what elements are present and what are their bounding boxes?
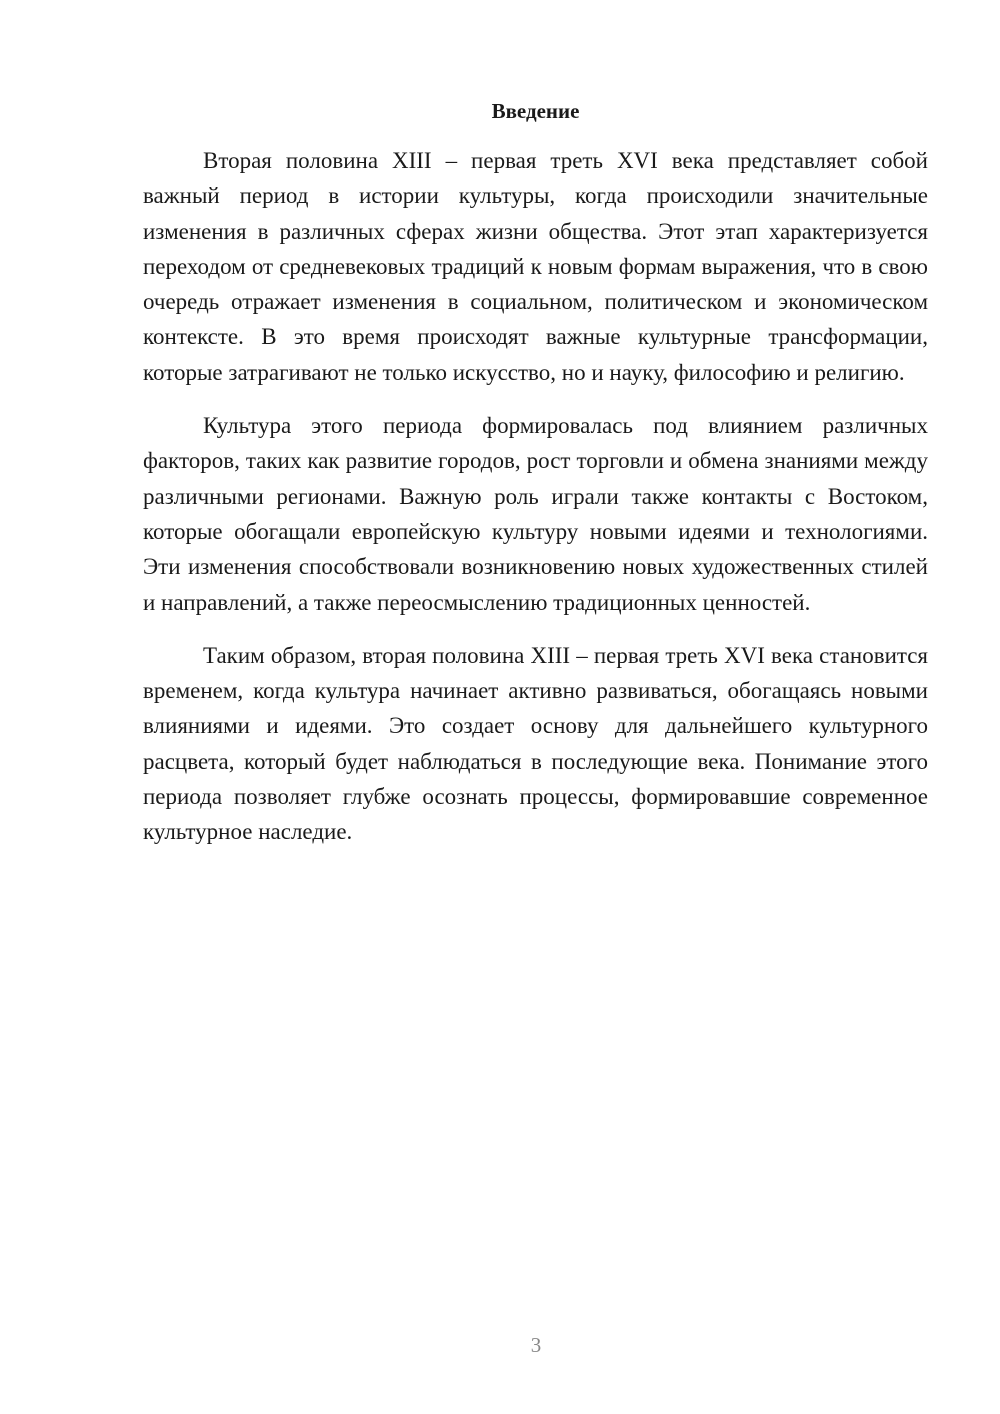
paragraph-2: Культура этого периода формировалась под влиянием различных факторов, таких как развитие городов, рост торговли и обмена знаниями между различными регионами. Важную роль играли также контакты с Востоком, которые обогащали европейскую культуру новыми идеями и технологиями. Эти изменения способствовали возникновению новых художественных стилей и направлений, а также переосмыслению традиционных ценностей. <box>143 413 928 615</box>
page-title: Введение <box>491 99 580 123</box>
page-number: 3 <box>530 1333 542 1357</box>
document-body <box>143 143 928 868</box>
paragraph-1: Вторая половина XIII – первая треть XVI века представляет собой важный период в истории культуры, когда происходили значительные изменения в различных сферах жизни общества. Этот этап характеризуется переходом от средневековых традиций к новым формам выражения, что в свою очередь отражает изменения в социальном, политическом и экономическом контексте. В это время происходят важные культурные трансформации, которые затрагивают не только искусство, но и науку, философию и религию. <box>143 148 928 385</box>
paragraph-3: Таким образом, вторая половина XIII – первая треть XVI века становится временем, когда культура начинает активно развиваться, обогащаясь новыми влияниями и идеями. Это создает основу для дальнейшего культурного расцвета, который будет наблюдаться в последующие века. Понимание этого периода позволяет глубже осознать процессы, формировавшие современное культурное наследие. <box>143 642 928 845</box>
